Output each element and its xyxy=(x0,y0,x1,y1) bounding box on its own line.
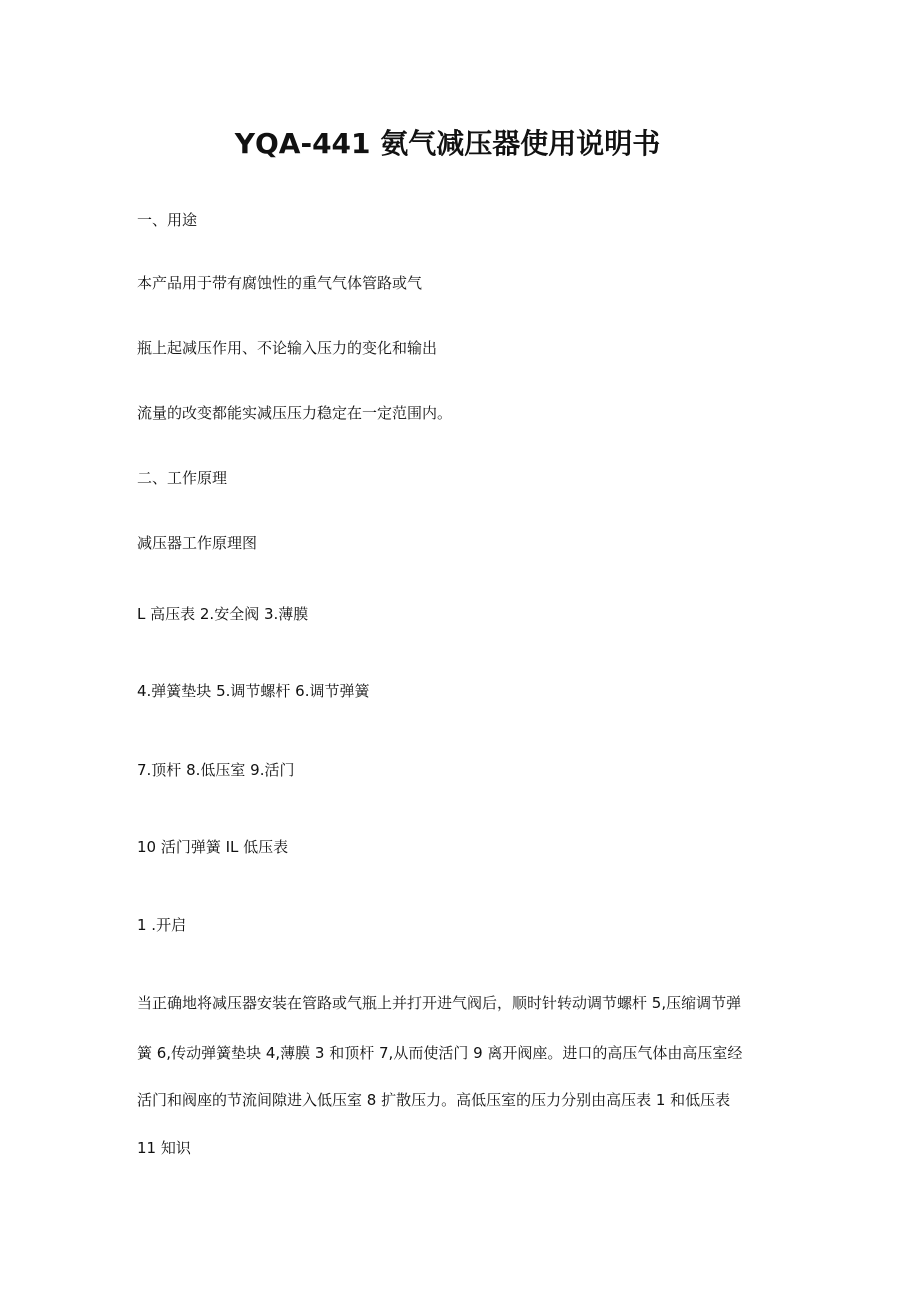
subsection-heading-open: 1 .开启 xyxy=(137,916,187,934)
parts-list-line-2: 4.弹簧垫块 5.调节螺杆 6.调节弹簧 xyxy=(137,682,370,700)
purpose-line-2: 瓶上起减压作用、不论输入压力的变化和输出 xyxy=(137,339,438,357)
parts-list-line-1: L 高压表 2.安全阀 3.薄膜 xyxy=(137,605,309,623)
purpose-line-3: 流量的改变都能实减压压力稳定在一定范围内。 xyxy=(137,404,453,422)
parts-list-line-4: 10 活门弹簧 IL 低压表 xyxy=(137,838,289,856)
open-paragraph-line-3: 活门和阀座的节流间隙进入低压室 8 扩散压力。高低压室的压力分别由高压表 1 和低压表 xyxy=(137,1091,731,1109)
diagram-caption: 减压器工作原理图 xyxy=(137,534,258,552)
open-paragraph-line-1: 当正确地将减压器安装在管路或气瓶上并打开进气阀后，顺时针转动调节螺杆 5,压缩调节弹 xyxy=(137,994,742,1012)
open-paragraph-line-2: 簧 6,传动弹簧垫块 4,薄膜 3 和顶杆 7,从而使活门 9 离开阀座。进口的高压气体由高压室经 xyxy=(137,1044,743,1062)
purpose-line-1: 本产品用于带有腐蚀性的重气气体管路或气 xyxy=(137,274,423,292)
section-heading-principle: 二、工作原理 xyxy=(137,469,228,487)
parts-list-line-3: 7.顶杆 8.低压室 9.活门 xyxy=(137,761,295,779)
section-heading-purpose: 一、用途 xyxy=(137,211,198,229)
open-paragraph-line-4: 11 知识 xyxy=(137,1139,191,1157)
document-title: YQA-441 氨气减压器使用说明书 xyxy=(234,127,661,160)
